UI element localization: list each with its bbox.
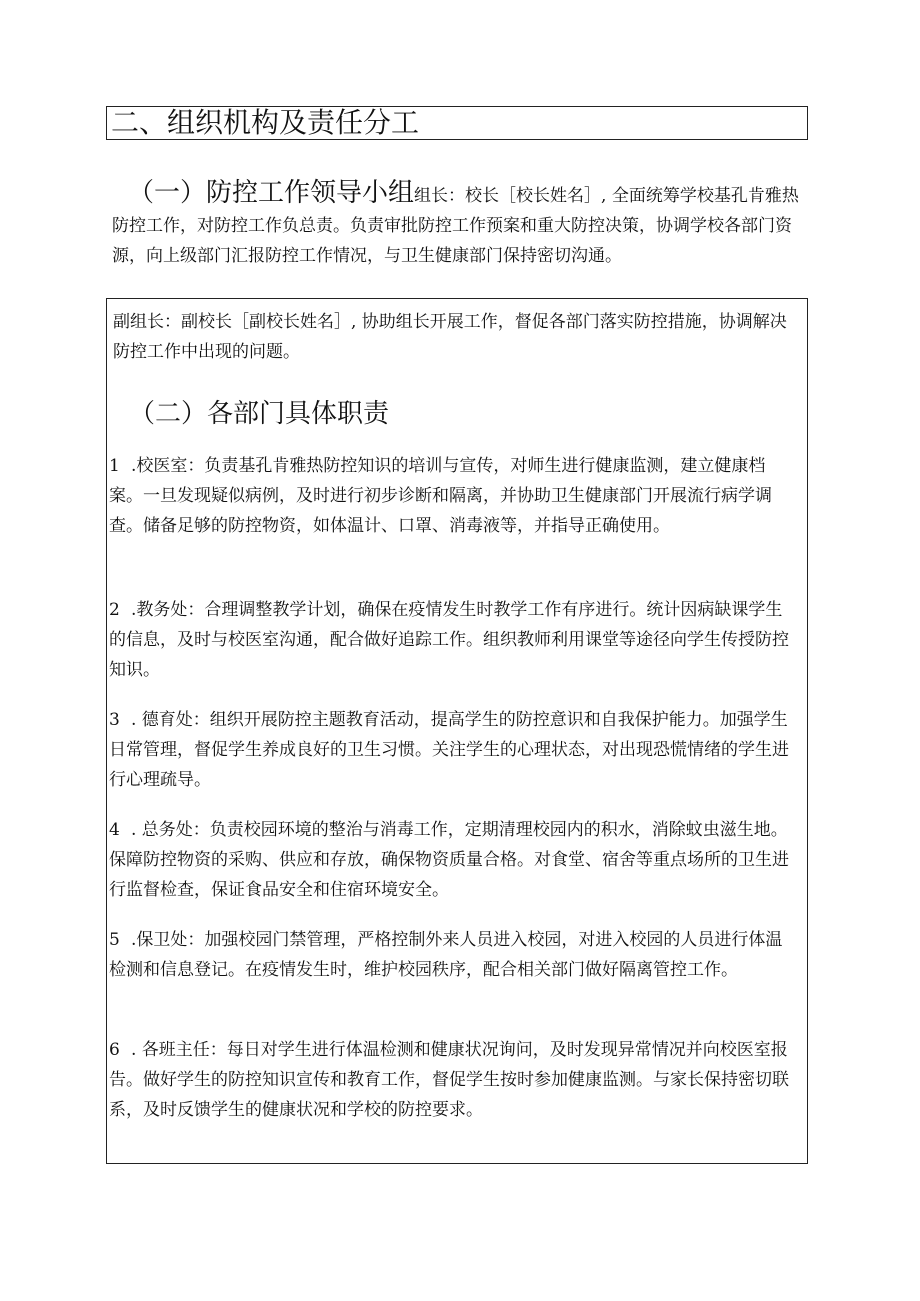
item-text: . 各班主任：每日对学生进行体温检测和健康状况询问，及时发现异常情况并向校医室报告。做好学生的防控知识宣传和教育工作，督促学生按时参加健康监测。与家长保持密切联系，及时反馈学生的健康状况和学校的防控要求。 [109, 1040, 789, 1120]
duty-item [109, 705, 797, 795]
leader-text: 组长：校长［校长姓名］, 全面统筹学校基孔肯雅热防控工作，对防控工作负总责。负责审批防控工作预案和重大防控决策，协调学校各部门资源，向上级部门汇报防控工作情况，与卫生健康部门保持密切沟通。 [112, 186, 799, 266]
duty-item [109, 1035, 797, 1125]
departments-title: （二）各部门具体职责 [129, 399, 390, 429]
item-number: 6 [109, 1040, 120, 1060]
item-text: .保卫处：加强校园门禁管理，严格控制外来人员进入校园，对进入校园的人员进行体温检测和信息登记。在疫情发生时，维护校园秩序，配合相关部门做好隔离管控工作。 [109, 930, 783, 980]
duty-item [109, 595, 797, 685]
duty-item [109, 925, 797, 985]
item-number: 2 [109, 600, 120, 620]
duty-item [109, 815, 797, 905]
item-text: . 总务处：负责校园环境的整治与消毒工作，定期清理校园内的积水，消除蚊虫滋生地。保障防控物资的采购、供应和存放，确保物资质量合格。对食堂、宿舍等重点场所的卫生进行监督检查，保证食品安全和住宿环境安全。 [109, 820, 789, 900]
item-text: .校医室：负责基孔肯雅热防控知识的培训与宣传，对师生进行健康监测，建立健康档案。一旦发现疑似病例，及时进行初步诊断和隔离，并协助卫生健康部门开展流行病学调查。储备足够的防控物资，如体温计、口罩、消毒液等，并指导正确使用。 [109, 456, 772, 536]
content-box [106, 298, 808, 1164]
section-heading: 二、组织机构及责任分工 [106, 106, 808, 140]
item-number: 3 [109, 710, 120, 730]
item-text: . 德育处：组织开展防控主题教育活动，提高学生的防控意识和自我保护能力。加强学生日常管理，督促学生养成良好的卫生习惯。关注学生的心理状态，对出现恐慌情绪的学生进行心理疏导。 [109, 710, 789, 790]
item-text: .教务处：合理调整教学计划，确保在疫情发生时教学工作有序进行。统计因病缺课学生的信息，及时与校医室沟通，配合做好追踪工作。组织教师利用课堂等途径向学生传授防控知识。 [109, 600, 789, 680]
duty-item [109, 451, 797, 541]
leader-paragraph [112, 178, 802, 271]
vice-leader-paragraph: 副组长：副校长［副校长姓名］, 协助组长开展工作，督促各部门落实防控措施，协调解决防控工作中出现的问题。 [113, 312, 787, 362]
item-number: 1 [109, 456, 120, 476]
item-number: 4 [109, 820, 120, 840]
item-number: 5 [109, 930, 120, 950]
group-title: （一）防控工作领导小组 [128, 178, 415, 208]
